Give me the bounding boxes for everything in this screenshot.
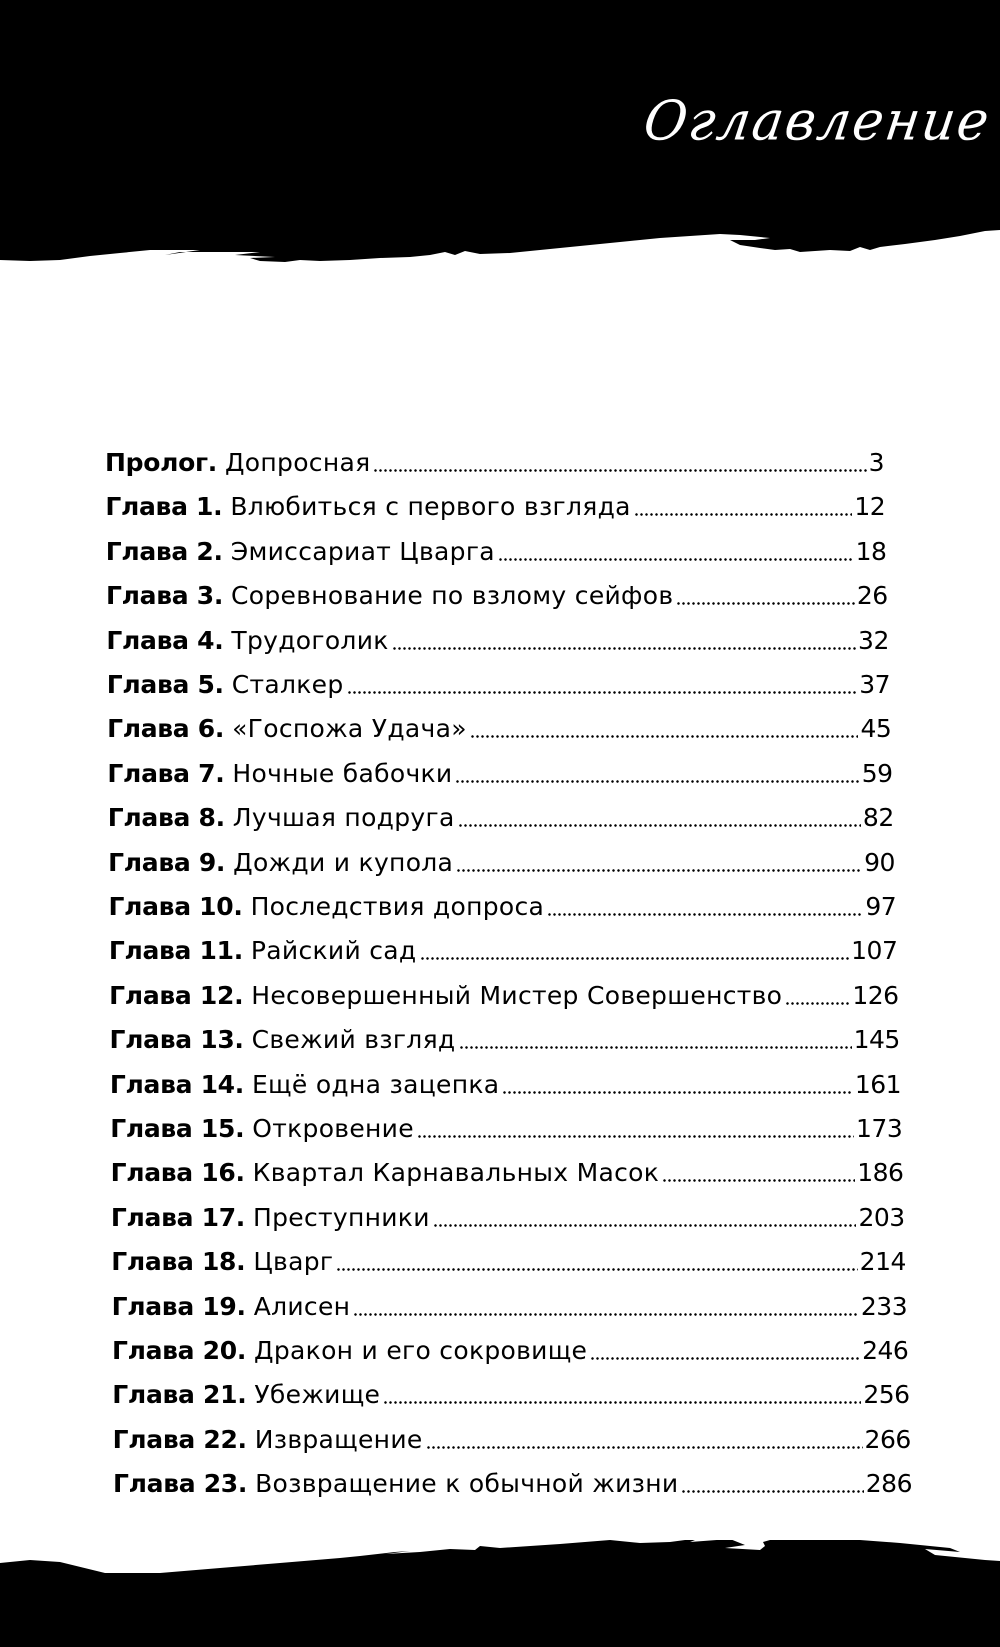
toc-entry-title: Соревнование по взлому сейфов <box>231 581 674 611</box>
toc-entry-page-number: 286 <box>865 1469 912 1499</box>
dot-leader <box>502 1091 852 1094</box>
dot-leader <box>347 691 858 694</box>
toc-entry-page-number: 3 <box>868 448 884 477</box>
toc-entry[interactable] <box>113 1464 912 1504</box>
toc-entry-page-number: 107 <box>851 936 898 966</box>
toc-entry-label: Глава 10. <box>108 892 243 921</box>
toc-entry[interactable] <box>113 1420 911 1460</box>
toc-entry[interactable] <box>111 1198 905 1238</box>
brush-stroke-bottom-icon <box>0 1540 1000 1647</box>
dot-leader <box>353 1313 859 1316</box>
toc-entry-label: Глава 14. <box>109 1069 244 1099</box>
dot-leader <box>392 647 856 650</box>
toc-entry-label: Глава 20. <box>111 1336 247 1365</box>
toc-entry[interactable] <box>109 931 898 971</box>
footer-brush-band <box>0 1540 1000 1647</box>
toc-entry-label: Глава 18. <box>111 1247 246 1277</box>
toc-entry-page-number: 203 <box>858 1202 905 1232</box>
toc-entry-page-number: 32 <box>858 625 889 655</box>
dot-leader <box>456 869 862 872</box>
toc-entry-page-number: 186 <box>857 1158 904 1188</box>
dot-leader <box>634 513 853 516</box>
toc-entry-label: Глава 4. <box>106 625 224 655</box>
toc-entry-label: Глава 1. <box>105 492 223 522</box>
dot-leader <box>459 1046 852 1049</box>
toc-entry-page-number: 18 <box>855 536 887 566</box>
dot-leader <box>420 957 850 960</box>
toc-entry-title: Эмиссариат Цварга <box>230 536 495 566</box>
toc-entry[interactable] <box>106 621 888 661</box>
dot-leader <box>417 1135 854 1138</box>
toc-entry[interactable] <box>110 1109 902 1149</box>
toc-entry-page-number: 256 <box>863 1380 910 1410</box>
toc-entry-label: Глава 23. <box>113 1469 248 1499</box>
toc-entry-page-number: 90 <box>864 847 895 877</box>
toc-entry[interactable] <box>110 1020 900 1060</box>
toc-entry-page-number: 126 <box>852 980 899 1010</box>
toc-entry[interactable] <box>108 887 896 927</box>
toc-entry-page-number: 45 <box>860 714 892 744</box>
toc-entry-title: Возвращение к обычной жизни <box>255 1469 679 1499</box>
toc-entry-title: Лучшая подруга <box>232 803 455 833</box>
toc-entry-page-number: 145 <box>853 1025 900 1055</box>
toc-entry[interactable] <box>112 1375 909 1415</box>
toc-entry-title: Допросная <box>224 448 371 477</box>
toc-entry-label: Глава 7. <box>107 758 225 788</box>
toc-entry-title: Алисен <box>253 1291 351 1321</box>
dot-leader <box>455 780 859 783</box>
dot-leader <box>433 1224 857 1227</box>
toc-entry-page-number: 161 <box>854 1069 902 1099</box>
toc-entry-page-number: 214 <box>859 1247 906 1277</box>
toc-entry[interactable] <box>107 754 892 794</box>
toc-entry-page-number: 59 <box>861 758 893 788</box>
toc-entry-label: Пролог. <box>105 448 217 477</box>
toc-entry-title: Последствия допроса <box>250 892 545 921</box>
toc-entry-label: Глава 11. <box>108 936 243 966</box>
dot-leader <box>426 1446 863 1449</box>
toc-entry-page-number: 173 <box>856 1114 903 1143</box>
toc-entry-title: Сталкер <box>231 670 344 699</box>
toc-entry[interactable] <box>109 976 898 1016</box>
toc-entry-title: Дракон и его сокровище <box>254 1336 588 1365</box>
toc-entry-page-number: 233 <box>860 1291 908 1321</box>
toc-entry-title: Убежище <box>254 1380 381 1410</box>
toc-entry-title: Райский сад <box>250 936 417 966</box>
toc-entry-label: Глава 9. <box>108 847 226 877</box>
toc-entry-label: Глава 12. <box>109 980 244 1010</box>
toc-entry[interactable] <box>108 798 894 838</box>
toc-entry-label: Глава 13. <box>109 1025 244 1055</box>
toc-entry-label: Глава 8. <box>107 803 225 833</box>
toc-entry[interactable] <box>106 576 888 616</box>
toc-entry[interactable] <box>105 487 885 527</box>
toc-entry-label: Глава 21. <box>112 1380 247 1410</box>
toc-entry-label: Глава 15. <box>110 1114 245 1143</box>
dot-leader <box>373 469 866 472</box>
toc-entry-title: Дожди и купола <box>233 847 454 877</box>
dot-leader <box>547 913 863 916</box>
dot-leader <box>590 1357 860 1360</box>
page-title: Оглавление <box>640 89 995 153</box>
dot-leader <box>662 1179 855 1182</box>
toc-entry[interactable] <box>111 1153 904 1193</box>
toc-entry-title: Несовершенный Мистер Совершенство <box>251 980 783 1010</box>
toc-entry[interactable] <box>110 1065 901 1105</box>
toc-entry-page-number: 26 <box>856 581 888 611</box>
toc-entry-label: Глава 6. <box>107 714 225 744</box>
toc-entry[interactable] <box>107 665 890 705</box>
dot-leader <box>458 824 861 827</box>
toc-entry-title: Квартал Карнавальных Масок <box>252 1158 660 1188</box>
dot-leader <box>498 558 854 561</box>
toc-entry[interactable] <box>111 1242 906 1282</box>
toc-entry-title: Цварг <box>253 1247 334 1277</box>
toc-entry-title: «Госпожа Удача» <box>232 714 467 744</box>
toc-entry-title: Ещё одна зацепка <box>251 1069 500 1099</box>
dot-leader <box>470 735 859 738</box>
toc-entry-label: Глава 16. <box>110 1158 245 1188</box>
toc-entry[interactable] <box>112 1331 908 1371</box>
toc-entry[interactable] <box>105 443 884 483</box>
toc-entry-page-number: 37 <box>859 670 891 699</box>
toc-entry[interactable] <box>112 1287 908 1327</box>
dot-leader <box>383 1401 861 1404</box>
toc-entry-title: Преступники <box>253 1202 430 1232</box>
toc-entry-title: Ночные бабочки <box>232 758 453 788</box>
toc-entry-page-number: 12 <box>854 492 886 522</box>
toc-entry[interactable] <box>107 709 891 749</box>
dot-leader <box>785 1002 850 1005</box>
toc-entry-label: Глава 19. <box>111 1291 246 1321</box>
toc-entry-title: Откровение <box>252 1114 414 1143</box>
toc-entry[interactable] <box>108 843 895 883</box>
toc-entry-label: Глава 17. <box>110 1202 245 1232</box>
toc-entry-title: Влюбиться с первого взгляда <box>230 492 631 522</box>
toc-entry-label: Глава 3. <box>106 581 224 611</box>
toc-entry-page-number: 97 <box>865 892 897 921</box>
toc-entry-title: Трудоголик <box>231 625 389 655</box>
toc-entry[interactable] <box>106 532 887 572</box>
toc-entry-label: Глава 22. <box>112 1424 247 1454</box>
toc-entry-page-number: 246 <box>862 1336 909 1365</box>
dot-leader <box>676 602 854 605</box>
toc-entry-page-number: 266 <box>864 1424 911 1454</box>
toc-entry-title: Свежий взгляд <box>251 1025 456 1055</box>
toc-entry-page-number: 82 <box>862 803 894 833</box>
toc-entry-label: Глава 5. <box>106 670 224 699</box>
dot-leader <box>336 1268 857 1271</box>
toc-entry-title: Извращение <box>254 1424 423 1454</box>
dot-leader <box>681 1490 863 1493</box>
toc-entry-label: Глава 2. <box>105 536 223 566</box>
